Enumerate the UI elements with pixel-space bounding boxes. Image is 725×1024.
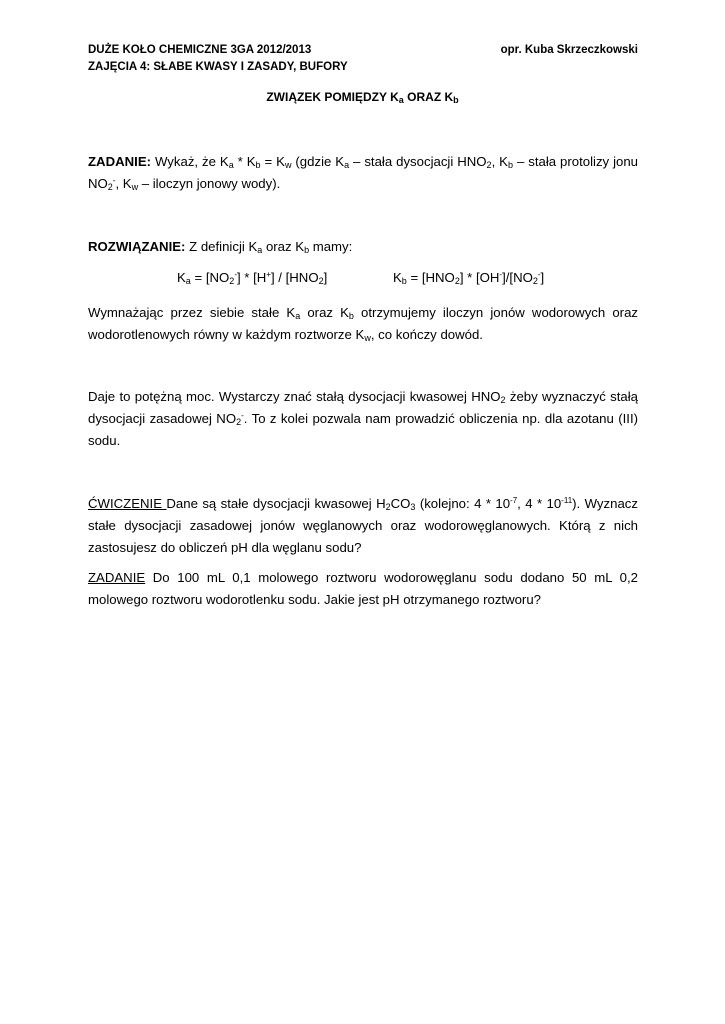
task-ph-paragraph: ZADANIE Do 100 mL 0,1 molowego roztworu wodorowęglanu sodu dodano 50 mL 0,2 molowego roztworu wodorotlenku sodu. Jakie jest pH otrzymanego roztworu?: [88, 570, 638, 607]
header-author: opr. Kuba Skrzeczkowski: [500, 44, 638, 56]
equation-kb: $K_b = [HNO_2] * [OH^-]/[NO_2^-]$: [393, 270, 545, 286]
equation-ka: $K_a = [NO_2^-] * [H^+] / [HNO_2]$: [177, 270, 328, 286]
page-title: ZWIĄZEK POMIĘDZY $K_a$ ORAZ $K_b$: [266, 90, 459, 105]
solution-label: ROZWIĄZANIE:: [88, 239, 186, 254]
task-label: ZADANIE:: [88, 154, 152, 169]
exercise-paragraph: ĆWICZENIE Dane są stałe dysocjacji kwasowej $H_2CO_3$ (kolejno: $4 * 10^{-7}$, $4 * 10^{-11}$). Wyznacz stałe dysocjacji zasadowej jonów węglanowych oraz wodorowęglanowych. Którą z nich zastosujesz do obliczeń pH dla węglanu sodu?: [88, 496, 638, 555]
multiply-paragraph: Wymnażając przez siebie stałe $K_a$ oraz $K_b$ otrzymujemy iloczyn jonów wodorowych oraz wodorotlenowych równy w każdym roztworze $K_w$, co kończy dowód.: [88, 305, 638, 343]
power-paragraph: Daje to potężną moc. Wystarczy znać stałą dysocjacji kwasowej $HNO_2$ żeby wyznaczyć stałą dysocjacji zasadowej $NO_2^-$. To z kolei pozwala nam prowadzić obliczenia np. dla azotanu (III) sodu.: [88, 389, 638, 448]
solution-paragraph: ROZWIĄZANIE: Z definicji $K_a$ oraz $K_b$ mamy:: [88, 239, 353, 255]
task2-label: ZADANIE: [88, 570, 146, 585]
exercise-label: ĆWICZENIE: [88, 496, 167, 511]
header-course: DUŻE KOŁO CHEMICZNE 3GA 2012/2013: [88, 44, 312, 56]
task-prove-paragraph: ZADANIE: Wykaż, że $K_a * K_b = K_w$ (gdzie $K_a$ – stała dysocjacji $HNO_2$, $K_b$ – stała protolizy jonu $NO_2^-$, $K_w$ – iloczyn jonowy wody).: [88, 154, 639, 192]
header-session: ZAJĘCIA 4: SŁABE KWASY I ZASADY, BUFORY: [88, 61, 348, 73]
